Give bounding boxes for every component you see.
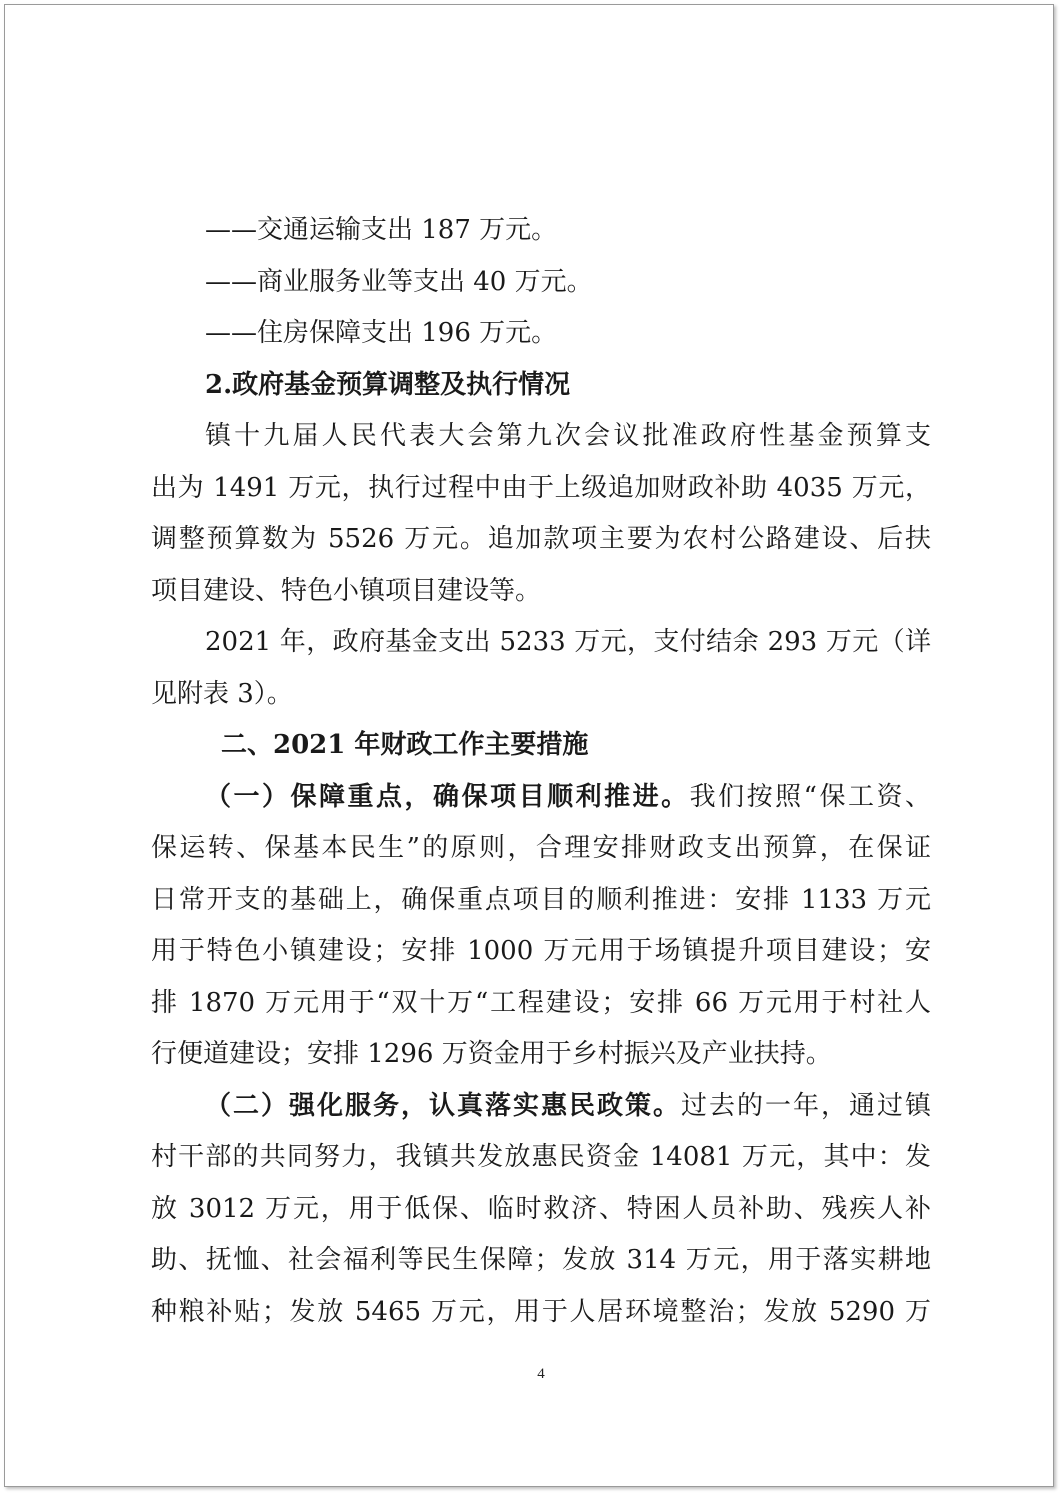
list-item-commerce: ——商业服务业等支出 40 万元。 (205, 266, 593, 297)
paragraph-line: 保运转、保基本民生”的原则，合理安排财政支出预算，在保证 (151, 833, 931, 863)
paragraph-line: 排 1870 万元用于“双十万“工程建设；安排 66 万元用于村社人 (151, 987, 931, 1018)
paragraph-line: 村干部的共同努力，我镇共发放惠民资金 14081 万元，其中：发 (151, 1142, 931, 1172)
paragraph-line (151, 1081, 931, 1133)
measure-2-lead: （二）强化服务，认真落实惠民政策。 (205, 1090, 681, 1121)
measure-2-text: 过去的一年，通过镇 (680, 1090, 931, 1121)
page-body (151, 205, 931, 1338)
paragraph-line (151, 772, 931, 824)
paragraph-line: 日常开支的基础上，确保重点项目的顺利推进：安排 1133 万元 (151, 884, 931, 915)
document-page (4, 4, 1054, 1487)
paragraph-line: 行便道建设；安排 1296 万资金用于乡村振兴及产业扶持。 (151, 1039, 832, 1069)
paragraph-line: 放 3012 万元，用于低保、临时救济、特困人员补助、残疾人补 (151, 1193, 931, 1224)
section-heading-fund-budget: 2.政府基金预算调整及执行情况 (205, 369, 571, 400)
paragraph-line: 助、抚恤、社会福利等民生保障；发放 314 万元，用于落实耕地 (151, 1245, 931, 1275)
paragraph-line: 见附表 3）。 (151, 678, 293, 709)
list-item-housing: ——住房保障支出 196 万元。 (205, 318, 558, 348)
page-number: 4 (537, 1366, 545, 1382)
measure-1-text: 我们按照“保工资、 (689, 781, 931, 812)
measure-1-lead: （一）保障重点，确保项目顺利推进。 (205, 781, 690, 812)
paragraph-line: 项目建设、特色小镇项目建设等。 (151, 575, 542, 606)
chapter-heading: 二、2021 年财政工作主要措施 (221, 730, 589, 760)
paragraph-line: 种粮补贴；发放 5465 万元，用于人居环境整治；发放 5290 万 (151, 1296, 931, 1327)
paragraph-line: 用于特色小镇建设；安排 1000 万元用于场镇提升项目建设；安 (151, 936, 931, 966)
paragraph-line: 镇十九届人民代表大会第九次会议批准政府性基金预算支 (205, 421, 931, 451)
list-item-transport: ——交通运输支出 187 万元。 (205, 215, 558, 245)
paragraph-line: 出为 1491 万元，执行过程中由于上级追加财政补助 4035 万元， (151, 472, 931, 503)
paragraph-line: 2021 年，政府基金支出 5233 万元，支付结余 293 万元（详 (205, 627, 931, 657)
paragraph-line: 调整预算数为 5526 万元。追加款项主要为农村公路建设、后扶 (151, 524, 931, 554)
